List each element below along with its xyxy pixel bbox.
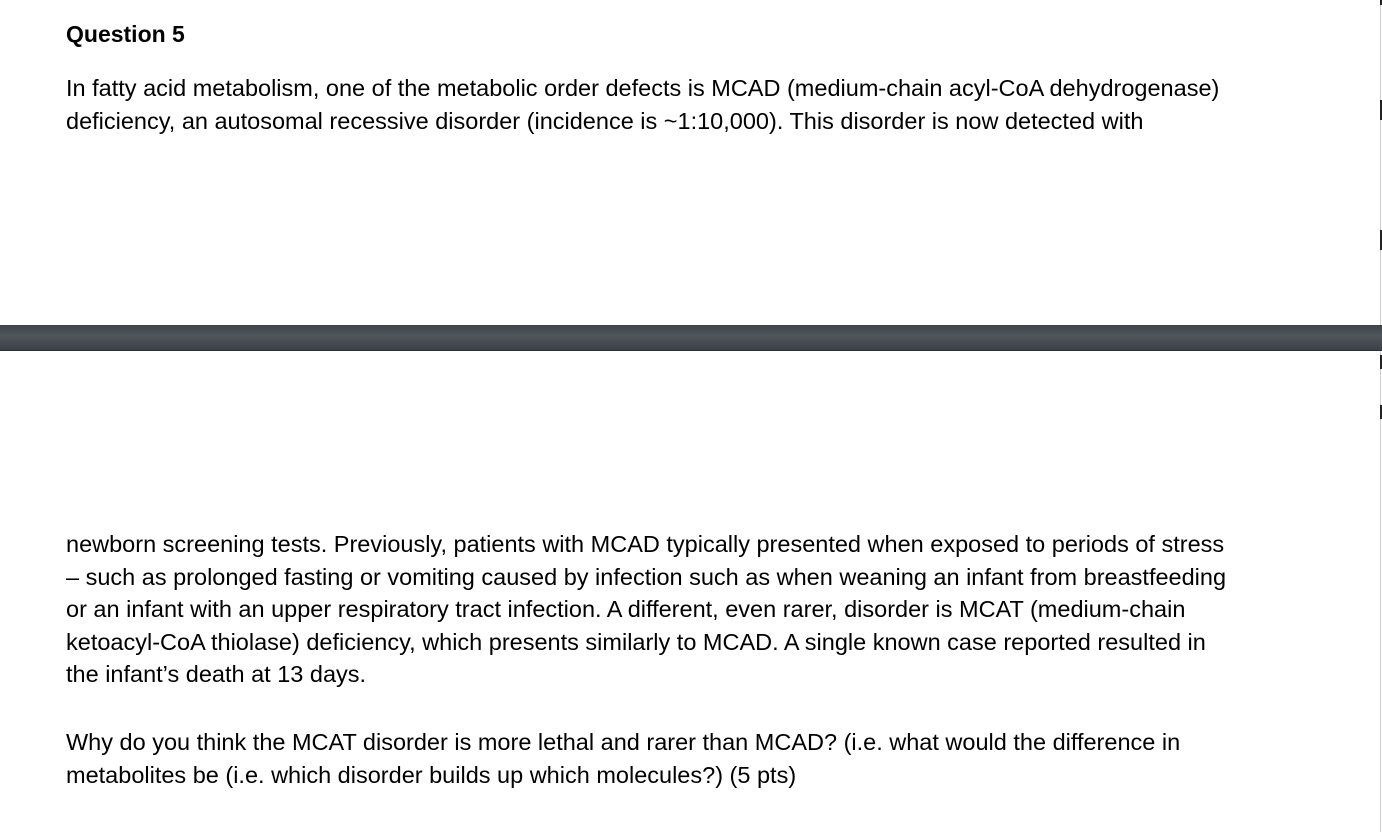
question-title: Question 5 — [66, 21, 185, 47]
text-line: Why do you think the MCAT disorder is more lethal and rarer than MCAD? (i.e. what would the difference in — [66, 729, 1181, 755]
text-line: or an infant with an upper respiratory tract infection. A different, even rarer, disorder is MCAT (medium-chain — [66, 596, 1186, 623]
text-line: newborn screening tests. Previously, patients with MCAD typically presented when exposed to periods of stress — [66, 531, 1225, 557]
paragraph-intro — [66, 72, 1366, 137]
paragraph-question-prompt — [66, 726, 1366, 791]
text-line: deficiency, an autosomal recessive disorder (incidence is ~1:10,000). This disorder is now detected with — [66, 107, 1144, 134]
page-1 — [0, 0, 1381, 325]
text-line: ketoacyl-CoA thiolase) deficiency, which presents similarly to MCAD. A single known case reported resulted in — [66, 628, 1206, 655]
text-line: the infant’s death at 13 days. — [66, 661, 367, 688]
text-line: – such as prolonged fasting or vomiting caused by infection such as when weaning an infant from breastfeeding — [66, 563, 1227, 590]
text-line: In fatty acid metabolism, one of the metabolic order defects is MCAD (medium-chain acyl-CoA dehydrogenase) — [66, 75, 1220, 101]
paragraph-context — [66, 528, 1366, 691]
page-break-divider — [0, 325, 1382, 351]
text-line: metabolites be (i.e. which disorder builds up which molecules?) (5 pts) — [66, 761, 797, 788]
